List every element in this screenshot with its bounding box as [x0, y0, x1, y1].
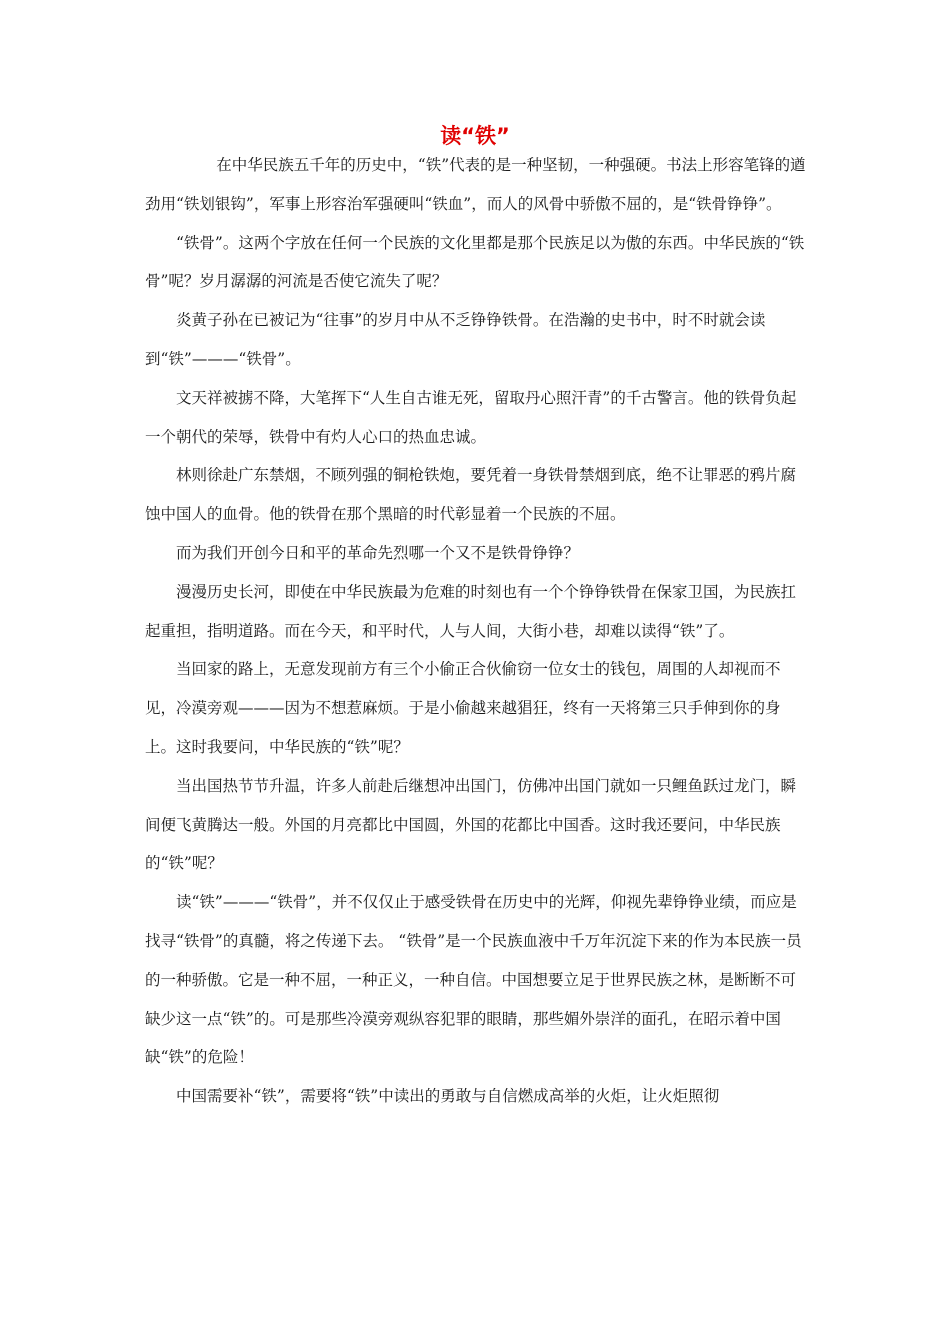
paragraph-6: 而为我们开创今日和平的革命先烈哪一个又不是铁骨铮铮？ [176, 543, 580, 562]
paragraph-10: 读“铁”———“铁骨”，并不仅仅止于感受铁骨在历史中的光辉，仰视先辈铮铮业绩，而应是找寻“铁骨”的真髓，将之传递下去。 “铁骨”是一个民族血液中千万年沉淀下来的作为本民族一员的一种骄傲。它是一种不屈，一种正义，一种自信。中国想要立足于世界民族之林，是断断不可缺少这一点“铁”的。可是那些冷漠旁观纵容犯罪的眼睛，那些媚外崇洋的面孔，在昭示着中国缺“铁”的危险！ [145, 893, 802, 1067]
document-body [145, 146, 810, 1116]
paragraph-7: 漫漫历史长河，即使在中华民族最为危难的时刻也有一个个铮铮铁骨在保家卫国，为民族扛起重担，指明道路。而在今天，和平时代，人与人间，大街小巷，却难以读得“铁”了。 [145, 582, 797, 640]
paragraph-8: 当回家的路上，无意发现前方有三个小偷正合伙偷窃一位女士的钱包，周围的人却视而不见，冷漠旁观———因为不想惹麻烦。于是小偷越来越猖狂，终有一天将第三只手伸到你的身上。这时我要问，中华民族的“铁”呢？ [145, 660, 781, 756]
paragraph-4: 文天祥被掳不降，大笔挥下“人生自古谁无死，留取丹心照汗青”的千古警言。他的铁骨负起一个朝代的荣辱，铁骨中有灼人心口的热血忠诚。 [145, 388, 797, 446]
paragraph-1: 在中华民族五千年的历史中，“铁”代表的是一种坚韧，一种强硬。书法上形容笔锋的遒劲用“铁划银钩”，军事上形容治军强硬叫“铁血”，而人的风骨中骄傲不屈的，是“铁骨铮铮”。 [145, 156, 806, 213]
document-title: 读“铁” [440, 124, 510, 148]
paragraph-3: 炎黄子孙在已被记为“往事”的岁月中从不乏铮铮铁骨。在浩瀚的史书中，时不时就会读到“铁”———“铁骨”。 [145, 311, 766, 368]
paragraph-2: “铁骨”。这两个字放在任何一个民族的文化里都是那个民族足以为傲的东西。中华民族的“铁骨”呢？岁月潺潺的河流是否使它流失了呢？ [145, 233, 805, 291]
paragraph-9: 当出国热节节升温，许多人前赴后继想冲出国门，仿佛冲出国门就如一只鲤鱼跃过龙门，瞬间便飞黄腾达一般。外国的月亮都比中国圆，外国的花都比中国香。这时我还要问，中华民族的“铁”呢？ [145, 776, 797, 873]
paragraph-11: 中国需要补“铁”，需要将“铁”中读出的勇敢与自信燃成高举的火炬，让火炬照彻 [176, 1087, 720, 1106]
paragraph-5: 林则徐赴广东禁烟，不顾列强的铜枪铁炮，要凭着一身铁骨禁烟到底，绝不让罪恶的鸦片腐蚀中国人的血骨。他的铁骨在那个黑暗的时代彰显着一个民族的不屈。 [145, 466, 797, 524]
